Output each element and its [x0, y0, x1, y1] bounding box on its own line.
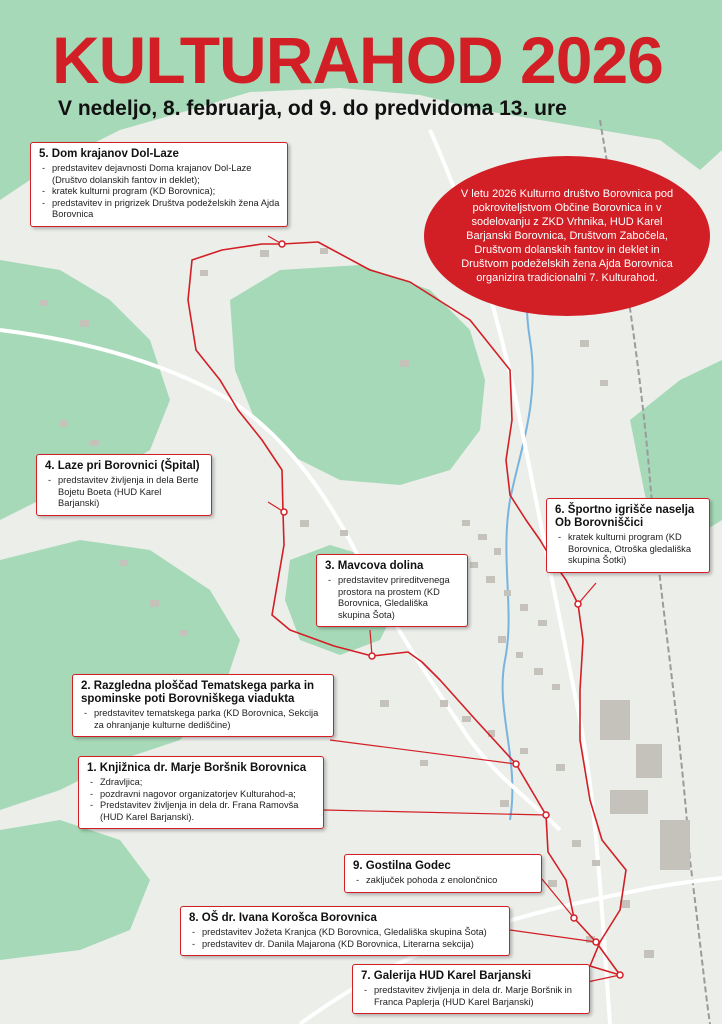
building [572, 840, 581, 847]
stop-marker [575, 601, 581, 607]
building [600, 700, 630, 740]
building [520, 604, 528, 611]
building [120, 560, 128, 566]
stop-3-box [316, 554, 468, 627]
stop-title: 9. Gostilna Godec [353, 860, 451, 872]
stop-items [353, 875, 534, 887]
building [552, 684, 560, 690]
building [600, 380, 608, 386]
building [478, 534, 487, 540]
stop-9-box [344, 854, 542, 893]
stop-2-box [72, 674, 334, 737]
stop-item: - Predstavitev življenja in dela dr. Frana Ramovša (HUD Karel Barjanski). [87, 800, 316, 823]
event-date: V nedeljo, 8. februarja, od 9. do predvidoma 13. ure [58, 97, 567, 120]
building [548, 880, 557, 887]
stop-items [555, 532, 702, 567]
stop-marker [543, 812, 549, 818]
building [534, 668, 543, 675]
building [80, 320, 89, 327]
poster-title: KULTURAHOD 2026 [52, 23, 663, 97]
building [90, 440, 99, 446]
stop-item: - pozdravni nagovor organizatorjev Kulturahod-a; [87, 789, 316, 801]
stop-marker [279, 241, 285, 247]
building [40, 300, 48, 306]
building [486, 576, 495, 583]
stop-marker [617, 972, 623, 978]
stop-title: 7. Galerija HUD Karel Barjanski [361, 970, 532, 982]
building [400, 360, 409, 367]
stop-items [325, 575, 460, 621]
building [610, 790, 648, 814]
building [420, 760, 428, 766]
stop-title: 3. Mavcova dolina [325, 560, 424, 572]
stop-item: - predstavitev in prigrizek Društva podeželskih žena Ajda Borovnica [39, 198, 280, 221]
stop-item: - predstavitev dr. Danila Majarona (KD Borovnica, Literarna sekcija) [189, 939, 502, 951]
building [380, 700, 389, 707]
stop-item: - predstavitev življenja in dela dr. Marje Boršnik in Franca Paplerja (HUD Karel Barjanski) [361, 985, 582, 1008]
stop-items [87, 777, 316, 823]
stop-marker [593, 939, 599, 945]
stop-item: - Zdravljica; [87, 777, 316, 789]
building [520, 748, 528, 754]
stop-6-box [546, 498, 710, 573]
stop-item: - predstavitev prireditvenega prostora na prostem (KD Borovnica, Gledališka skupina Šota) [325, 575, 460, 621]
stop-item: - kratek kulturni program (KD Borovnica); [39, 186, 280, 198]
stop-items [189, 927, 502, 950]
stop-marker [369, 653, 375, 659]
intro-text: V letu 2026 Kulturno društvo Borovnica pod pokroviteljstvom Občine Borovnica in v sodelovanju z ZKD Vrhnika, HUD Karel Barjanski Borovnica, Društvom Zabočela, Društvom dolanskih fantov in deklet in Društvom podeželskih žena Ajda Borovnica organizira tradicionalni 7. Kulturahod. [460, 188, 674, 284]
building [500, 800, 509, 807]
building [150, 600, 159, 607]
building [320, 248, 328, 254]
stop-7-box [352, 964, 590, 1014]
building [556, 764, 565, 771]
building [494, 548, 501, 555]
building [504, 590, 511, 596]
building [60, 420, 68, 427]
building [340, 530, 348, 536]
stop-items [361, 985, 582, 1008]
stop-title: 1. Knjižnica dr. Marje Boršnik Borovnica [87, 762, 307, 774]
stop-4-box [36, 454, 212, 516]
stop-marker [513, 761, 519, 767]
building [260, 250, 269, 257]
stop-item: - zaključek pohoda z enolončnico [353, 875, 534, 887]
stop-5-box [30, 142, 288, 227]
stop-item: - predstavitev življenja in dela Berte Bojetu Boeta (HUD Karel Barjanski) [45, 475, 204, 510]
building [462, 520, 470, 526]
building [300, 520, 309, 527]
stop-1-box [78, 756, 324, 829]
building [462, 716, 471, 722]
building [636, 744, 662, 778]
building [180, 630, 188, 636]
stop-title: 6. Športno igrišče naselja Ob Borovniščici [555, 504, 695, 529]
stop-item: - predstavitev Jožeta Kranjca (KD Borovnica, Gledališka skupina Šota) [189, 927, 502, 939]
stop-items [81, 708, 326, 731]
building [538, 620, 547, 626]
building [516, 652, 523, 658]
stop-marker [281, 509, 287, 515]
stop-item: - predstavitev tematskega parka (KD Borovnica, Sekcija za ohranjanje kulturne dediščine) [81, 708, 326, 731]
stop-items [45, 475, 204, 510]
building [498, 636, 506, 643]
building [580, 340, 589, 347]
building [470, 562, 478, 568]
building [592, 860, 600, 866]
building [200, 270, 208, 276]
stop-8-box [180, 906, 510, 956]
stop-title: 4. Laze pri Borovnici (Špital) [45, 460, 200, 472]
building [644, 950, 654, 958]
stop-marker [571, 915, 577, 921]
stop-items [39, 163, 280, 221]
stop-title: 2. Razgledna ploščad Tematskega parka in spominske poti Borovniškega viadukta [81, 680, 315, 705]
intro-ellipse [424, 156, 710, 316]
building [660, 820, 690, 870]
stop-item: - kratek kulturni program (KD Borovnica, Otroška gledališka skupina Šotki) [555, 532, 702, 567]
stop-title: 5. Dom krajanov Dol-Laze [39, 148, 179, 160]
stop-item: - predstavitev dejavnosti Doma krajanov Dol-Laze (Društvo dolanskih fantov in deklet); [39, 163, 280, 186]
building [440, 700, 448, 707]
stop-title: 8. OŠ dr. Ivana Korošca Borovnica [189, 912, 377, 924]
